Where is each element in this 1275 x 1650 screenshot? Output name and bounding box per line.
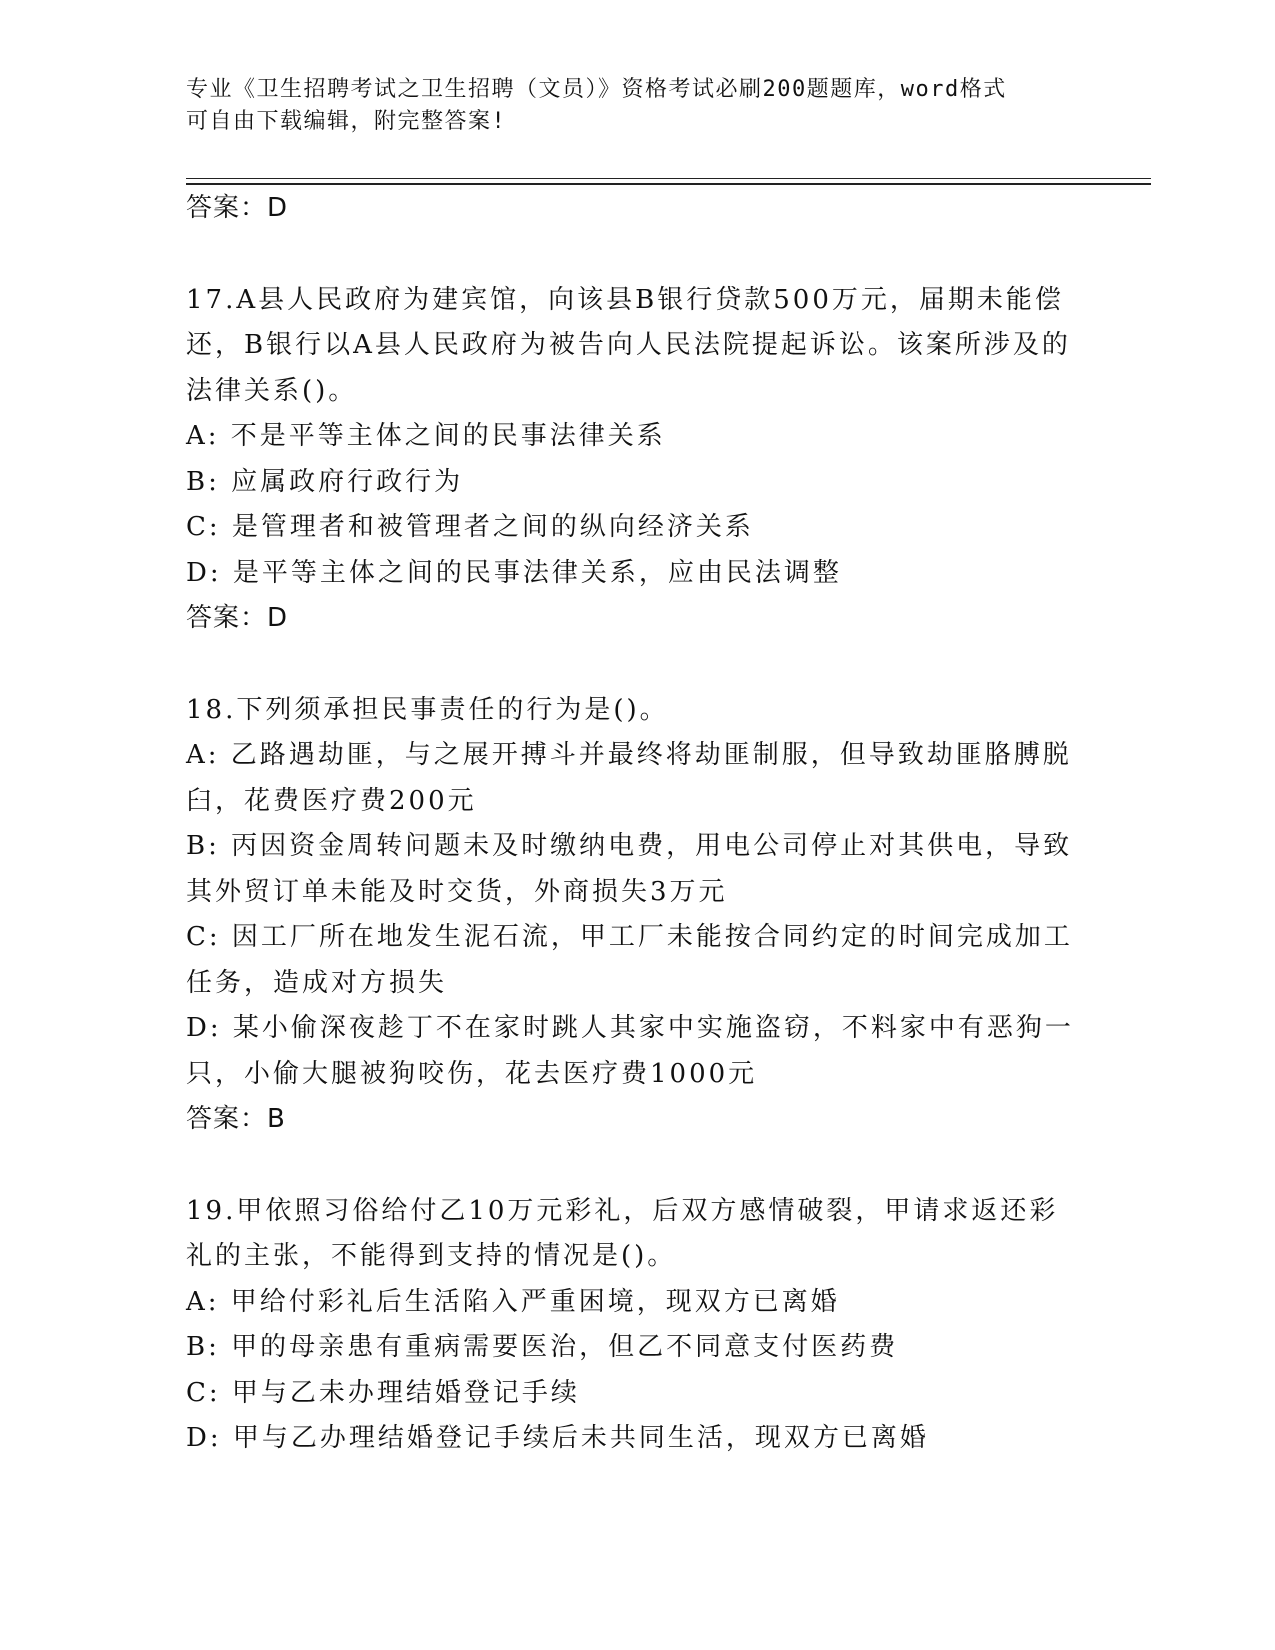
option-a: A: 不是平等主体之间的民事法律关系 bbox=[186, 421, 666, 451]
option-d-cont: 只，小偷大腿被狗咬伤，花去医疗费1000元 bbox=[186, 1058, 758, 1089]
option-b: B: 甲的母亲患有重病需要医治，但乙不同意支付医药费 bbox=[186, 1332, 899, 1362]
option-b: B: 丙因资金周转问题未及时缴纳电费，用电公司停止对其供电，导致 bbox=[186, 831, 1073, 861]
question-stem: 19.甲依照习俗给付乙10万元彩礼，后双方感情破裂，甲请求返还彩 bbox=[186, 1195, 1059, 1226]
document-body bbox=[186, 186, 1086, 1462]
question-stem: 法律关系()。 bbox=[186, 375, 358, 406]
option-c-cont: 任务，造成对方损失 bbox=[186, 967, 448, 998]
question-stem: 礼的主张，不能得到支持的情况是()。 bbox=[186, 1241, 677, 1271]
header-line-2: 可自由下载编辑，附完整答案! bbox=[186, 109, 507, 134]
option-a: A: 甲给付彩礼后生活陷入严重困境，现双方已离婚 bbox=[186, 1286, 840, 1317]
option-d: D: 某小偷深夜趁丁不在家时跳人其家中实施盗窃，不料家中有恶狗一 bbox=[186, 1013, 1074, 1043]
option-c: C: 是管理者和被管理者之间的纵向经济关系 bbox=[186, 512, 754, 542]
question-19 bbox=[186, 1189, 1086, 1462]
option-b-cont: 其外贸订单未能及时交货，外商损失3万元 bbox=[186, 876, 728, 907]
header-divider bbox=[186, 178, 1151, 185]
spacer bbox=[186, 642, 1086, 688]
option-d: D: 是平等主体之间的民事法律关系，应由民法调整 bbox=[186, 557, 842, 588]
spacer bbox=[186, 1143, 1086, 1189]
option-d: D: 甲与乙办理结婚登记手续后未共同生活，现双方已离婚 bbox=[186, 1423, 929, 1453]
header-line-1: 专业《卫生招聘考试之卫生招聘（文员）》资格考试必刷200题题库，word格式 bbox=[186, 77, 1007, 102]
answer-18: 答案：B bbox=[186, 1104, 286, 1134]
question-17 bbox=[186, 278, 1086, 642]
option-c: C: 甲与乙未办理结婚登记手续 bbox=[186, 1377, 580, 1408]
question-stem: 还，B银行以A县人民政府为被告向人民法院提起诉讼。该案所涉及的 bbox=[186, 330, 1071, 360]
option-c: C: 因工厂所在地发生泥石流，甲工厂未能按合同约定的时间完成加工 bbox=[186, 922, 1073, 952]
page-header bbox=[186, 74, 1086, 138]
question-stem: 17.A县人民政府为建宾馆，向该县B银行贷款500万元，届期未能偿 bbox=[186, 284, 1064, 315]
option-a: A: 乙路遇劫匪，与之展开搏斗并最终将劫匪制服，但导致劫匪胳膊脱 bbox=[186, 740, 1072, 770]
spacer bbox=[186, 232, 1086, 278]
option-a-cont: 臼，花费医疗费200元 bbox=[186, 785, 477, 816]
question-18 bbox=[186, 688, 1086, 1143]
option-b: B: 应属政府行政行为 bbox=[186, 466, 464, 497]
answer-17: 答案：D bbox=[186, 603, 289, 633]
question-stem: 18.下列须承担民事责任的行为是()。 bbox=[186, 694, 669, 725]
answer-16: 答案：D bbox=[186, 193, 289, 223]
